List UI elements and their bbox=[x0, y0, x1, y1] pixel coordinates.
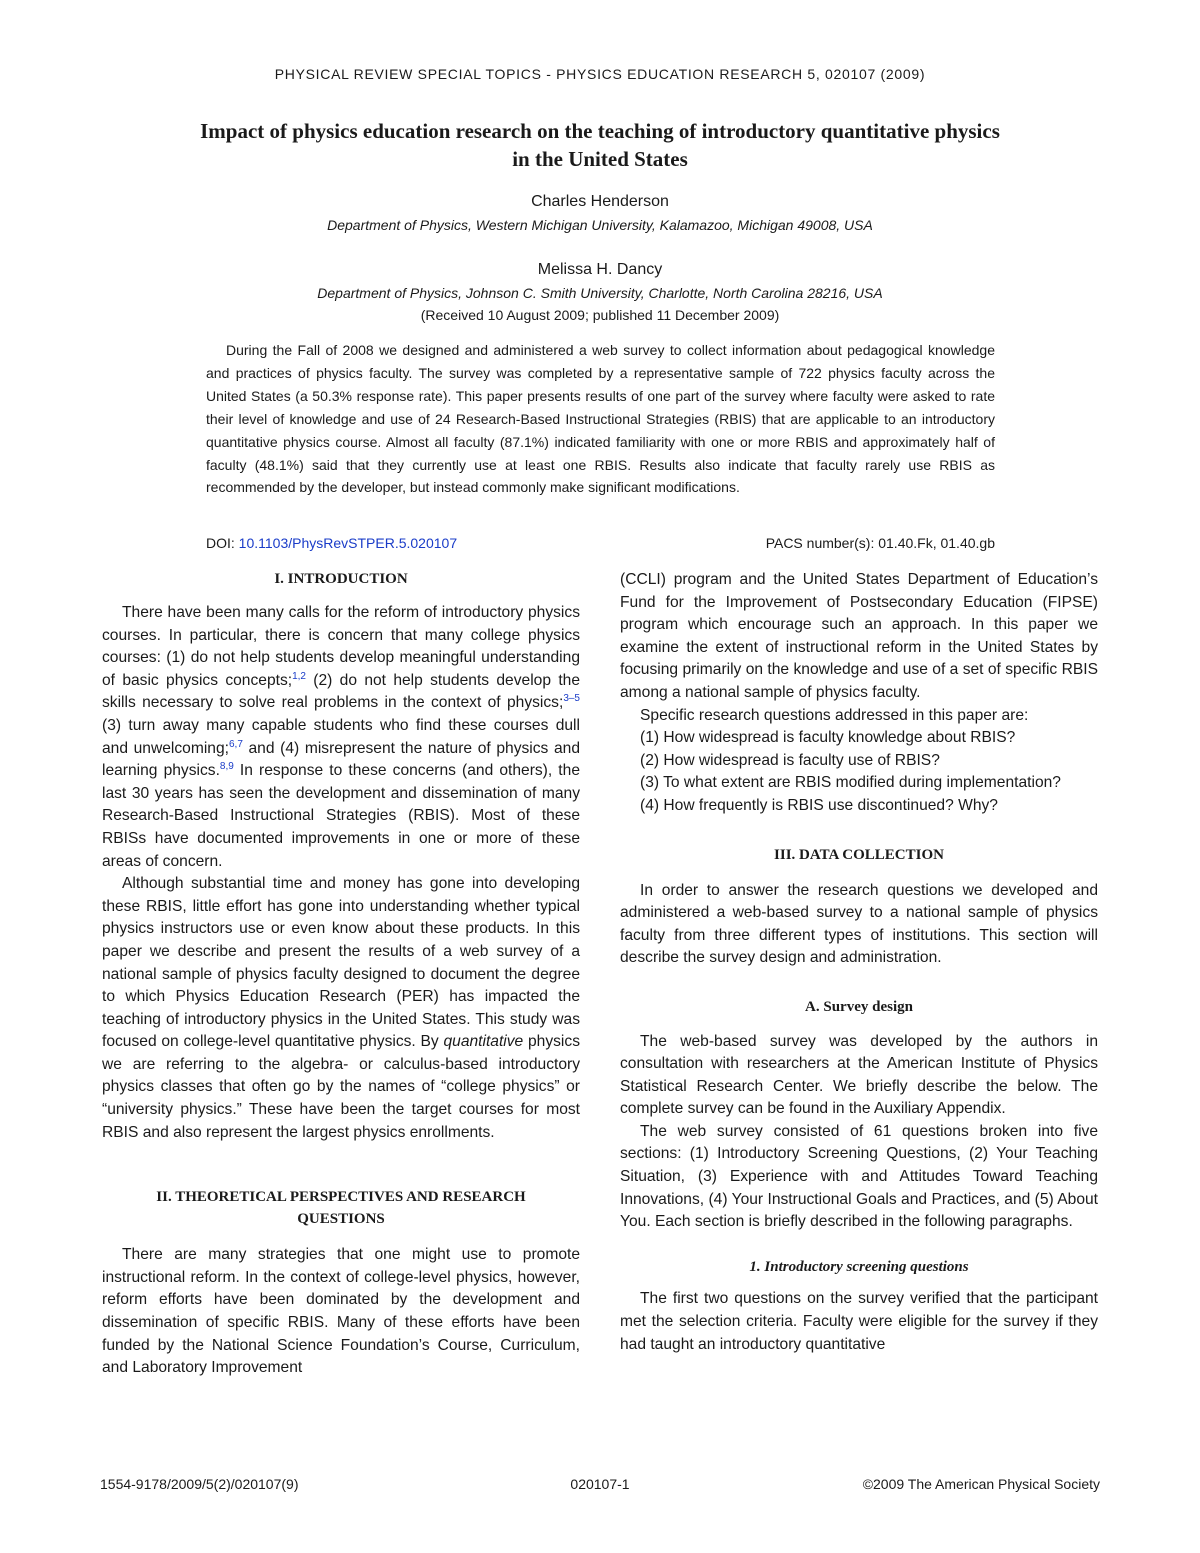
text-run: There have been many calls for the reform of introductory physics courses. In particular, there is concern that many college physics courses: (1) do not help students develop meaningful understanding of basic physics concepts; bbox=[102, 604, 580, 689]
subsubsection-heading-screening: 1. Introductory screening questions bbox=[749, 1258, 969, 1275]
intro-paragraph-2 bbox=[102, 873, 580, 1144]
section-heading-introduction: I. INTRODUCTION bbox=[274, 571, 408, 587]
survey-paragraph-1: The web-based survey was developed by the authors in consultation with researchers at the American Institute of Physics Statistical Research Center. We briefly describe the below. The complete survey can be found in the Auxiliary Appendix. bbox=[620, 1032, 1098, 1118]
citation-link[interactable]: 1,2 bbox=[292, 670, 306, 682]
text-run: (3) turn away many capable students who find these courses dull and unwelcoming; bbox=[102, 716, 580, 757]
author-name: Charles Henderson bbox=[531, 193, 669, 210]
subsection-heading-survey-design: A. Survey design bbox=[805, 998, 913, 1015]
emphasis-text: quantitative bbox=[443, 1033, 524, 1051]
text-run: physics we are referring to the algebra- or calculus-based introductory physics classes that often go by the names of “college physics” or “university physics.” These have been the target courses for most RBIS and also represent the largest physics enrollments. bbox=[102, 1033, 580, 1141]
pacs-numbers: PACS number(s): 01.40.Fk, 01.40.gb bbox=[765, 535, 995, 551]
citation-link[interactable]: 8,9 bbox=[219, 760, 234, 772]
author-name: Melissa H. Dancy bbox=[537, 261, 663, 278]
title-line-1: Impact of physics education research on the teaching of introductory quantitative physics bbox=[200, 119, 1000, 143]
research-question: (2) How widespread is faculty use of RBIS? bbox=[640, 751, 940, 769]
intro-paragraph-1 bbox=[102, 602, 580, 873]
heading-line: QUESTIONS bbox=[297, 1211, 385, 1228]
research-question: (3) To what extent are RBIS modified during implementation? bbox=[640, 774, 1061, 792]
doi-line bbox=[206, 535, 995, 551]
received-date: (Received 10 August 2009; published 11 December 2009) bbox=[420, 307, 780, 323]
title-line-2: in the United States bbox=[512, 147, 688, 171]
doi-label: DOI: bbox=[206, 535, 235, 551]
research-question: (1) How widespread is faculty knowledge about RBIS? bbox=[640, 729, 1016, 747]
survey-paragraph-2: The web survey consisted of 61 questions broken into five sections: (1) Introductory Screening Questions, (2) Your Teaching Situation, (3) Experience with and Attitudes Toward Teaching Innovations, (4) Your Instructional Goals and Practices, and (5) About You. Each section is briefly described in the following paragraphs. bbox=[620, 1122, 1098, 1231]
abstract: During the Fall of 2008 we designed and administered a web survey to collect information about pedagogical knowledge and practices of physics faculty. The survey was completed by a representative sample of 722 physics faculty across the United States (a 50.3% response rate). This paper presents results of one part of the survey where faculty were asked to rate their level of knowledge and use of 24 Research-Based Instructional Strategies (RBIS) that are applicable to an introductory quantitative physics course. Almost all faculty (87.1%) indicated familiarity with one or more RBIS and approximately half of faculty (48.1%) said that they currently use at least one RBIS. Results also indicate that faculty rarely use RBIS as recommended by the developer, but instead commonly make significant modifications. bbox=[206, 342, 995, 496]
footer-issn: 1554-9178/2009/5(2)/020107(9) bbox=[100, 1476, 299, 1492]
questions-intro: Specific research questions addressed in this paper are: bbox=[640, 706, 1029, 724]
citation-link[interactable]: 6,7 bbox=[228, 738, 243, 750]
footer-page-number: 020107-1 bbox=[570, 1476, 630, 1492]
section-heading-theory bbox=[102, 1186, 580, 1230]
left-column bbox=[102, 568, 580, 1380]
text-run: In response to these concerns (and others), the last 30 years has seen the development and dissemination of many Research-Based Instructional Strategies (RBIS). Most of these RBISs have documented improvements in one or more of these areas of concern. bbox=[102, 762, 580, 870]
footer-copyright: ©2009 The American Physical Society bbox=[862, 1476, 1100, 1492]
doi-link[interactable]: 10.1103/PhysRevSTPER.5.020107 bbox=[238, 535, 458, 551]
text-run: (2) do not help students develop the skills necessary to solve real problems in the context of physics; bbox=[102, 671, 580, 712]
citation-link[interactable]: 3–5 bbox=[563, 693, 580, 705]
text-run: and (4) misrepresent the nature of physics and learning physics. bbox=[102, 739, 580, 780]
theory-paragraph-1: There are many strategies that one might use to promote instructional reform. In the context of college-level physics, however, reform efforts have been dominated by the development and dissemination of specific RBIS. Many of these efforts have been funded by the National Science Foundation’s Course, Curriculum, and Laboratory Improvement bbox=[102, 1246, 580, 1377]
author-affiliation: Department of Physics, Western Michigan University, Kalamazoo, Michigan 49008, USA bbox=[327, 217, 873, 233]
screening-paragraph-1: The first two questions on the survey verified that the participant met the selection criteria. Faculty were eligible for the survey if they had taught an introductory quantitative bbox=[620, 1290, 1098, 1353]
research-question: (4) How frequently is RBIS use discontinued? Why? bbox=[640, 796, 998, 814]
heading-line: II. THEORETICAL PERSPECTIVES AND RESEARCH bbox=[156, 1189, 526, 1206]
theory-paragraph-continued: (CCLI) program and the United States Department of Education’s Fund for the Improvement of Postsecondary Education (FIPSE) program which encourage such an approach. In this paper we examine the extent of instructional reform in the United States by focusing primarily on the knowledge and use of a set of specific RBIS among a national sample of physics faculty. bbox=[620, 571, 1098, 701]
paper-title bbox=[100, 117, 1100, 173]
page-footer bbox=[100, 1476, 1100, 1498]
journal-header: PHYSICAL REVIEW SPECIAL TOPICS - PHYSICS EDUCATION RESEARCH 5, 020107 (2009) bbox=[274, 66, 926, 82]
data-paragraph-1: In order to answer the research questions we developed and administered a web-based survey to a national sample of physics faculty from three different types of institutions. This section will describe the survey design and administration. bbox=[620, 881, 1098, 967]
text-run: Although substantial time and money has gone into developing these RBIS, little effort has gone into understanding whether typical physics instructors use or even know about these products. In this paper we describe and present the results of a web survey of a national sample of physics faculty designed to document the degree to which Physics Education Research (PER) has impacted the teaching of introductory physics in the United States. This study was focused on college-level quantitative physics. By bbox=[102, 875, 580, 1051]
section-heading-data-collection: III. DATA COLLECTION bbox=[774, 846, 944, 863]
right-column bbox=[620, 569, 1098, 1356]
author-affiliation: Department of Physics, Johnson C. Smith University, Charlotte, North Carolina 28216, USA bbox=[317, 285, 883, 301]
